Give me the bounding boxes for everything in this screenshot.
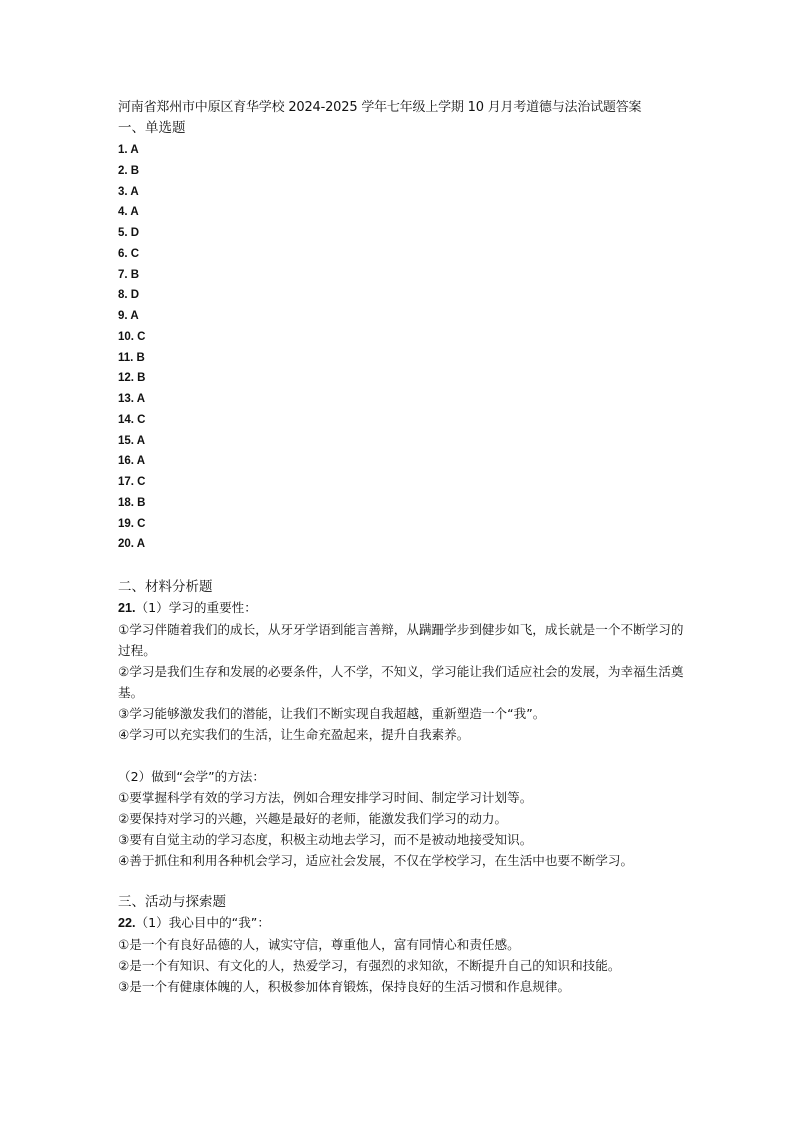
- answer-item: 18. B: [118, 496, 146, 509]
- part-title: （1）学习的重要性：: [135, 600, 257, 615]
- q22-part1-item: ③是一个有健康体魄的人，积极参加体育锻炼，保持良好的生活习惯和作息规律。: [118, 979, 571, 994]
- answer-item: 1. A: [118, 144, 139, 156]
- question-number: 21.: [118, 601, 136, 615]
- part-title: （1）我心目中的“我”：: [135, 915, 270, 930]
- answer-item: 14. C: [118, 413, 146, 426]
- question-21-part2-title: （2）做到“会学”的方法：: [118, 769, 265, 784]
- spacer: [118, 745, 688, 766]
- q21-part2-item: ①要掌握科学有效的学习方法，例如合理安排学习时间、制定学习计划等。: [118, 790, 533, 805]
- answer-item: 15. A: [118, 434, 146, 447]
- answer-item: 12. B: [118, 372, 146, 385]
- spacer: [118, 555, 688, 577]
- document-page: [118, 98, 688, 997]
- answer-item: 10. C: [118, 330, 146, 343]
- answer-item: 19. C: [118, 517, 146, 530]
- answer-item: 2. B: [118, 164, 140, 177]
- document-title: 河南省郑州市中原区育华学校 2024-2025 学年七年级上学期 10 月月考道德与法治试题答案: [118, 100, 642, 115]
- answer-list: [118, 140, 688, 555]
- section-heading-activity-exploration: 三、活动与探索题: [118, 894, 226, 910]
- answer-item: 4. A: [118, 206, 139, 219]
- q21-part1-item: ①学习伴随着我们的成长，从牙牙学语到能言善辩，从蹒跚学步到健步如飞，成长就是一个不断学习的过程。: [118, 622, 684, 658]
- q21-part2-item: ③要有自觉主动的学习态度，积极主动地去学习，而不是被动地接受知识。: [118, 832, 533, 847]
- section-heading-single-choice: 一、单选题: [118, 120, 186, 136]
- q21-part1-item: ④学习可以充实我们的生活，让生命充盈起来，提升自我素养。: [118, 727, 470, 742]
- q21-part2-item: ②要保持对学习的兴趣，兴趣是最好的老师，能激发我们学习的动力。: [118, 811, 508, 826]
- question-21-part1-title: [118, 597, 688, 619]
- q22-part1-item: ①是一个有良好品德的人，诚实守信，尊重他人，富有同情心和责任感。: [118, 937, 520, 952]
- q21-part2-item: ④善于抓住和利用各种机会学习，适应社会发展，不仅在学校学习，在生活中也要不断学习。: [118, 853, 634, 868]
- answer-item: 7. B: [118, 268, 140, 281]
- section-heading-material-analysis: 二、材料分析题: [118, 579, 213, 595]
- spacer: [118, 871, 688, 892]
- question-number: 22.: [118, 916, 136, 930]
- q22-part1-item: ②是一个有知识、有文化的人，热爱学习，有强烈的求知欲，不断提升自己的知识和技能。: [118, 958, 621, 973]
- q21-part1-item: ②学习是我们生存和发展的必要条件，人不学，不知义，学习能让我们适应社会的发展，为幸福生活奠基。: [118, 664, 684, 700]
- answer-item: 5. D: [118, 227, 140, 239]
- answer-item: 13. A: [118, 393, 146, 405]
- answer-item: 8. D: [118, 289, 140, 302]
- answer-item: 3. A: [118, 185, 139, 198]
- answer-item: 17. C: [118, 476, 146, 488]
- answer-item: 16. A: [118, 455, 146, 468]
- question-22-part1-title: [118, 912, 688, 934]
- answer-item: 20. A: [118, 538, 146, 551]
- q21-part1-item: ③学习能够激发我们的潜能，让我们不断实现自我超越，重新塑造一个“我”。: [118, 706, 546, 721]
- answer-item: 11. B: [118, 351, 145, 364]
- answer-item: 6. C: [118, 247, 140, 260]
- answer-item: 9. A: [118, 310, 139, 322]
